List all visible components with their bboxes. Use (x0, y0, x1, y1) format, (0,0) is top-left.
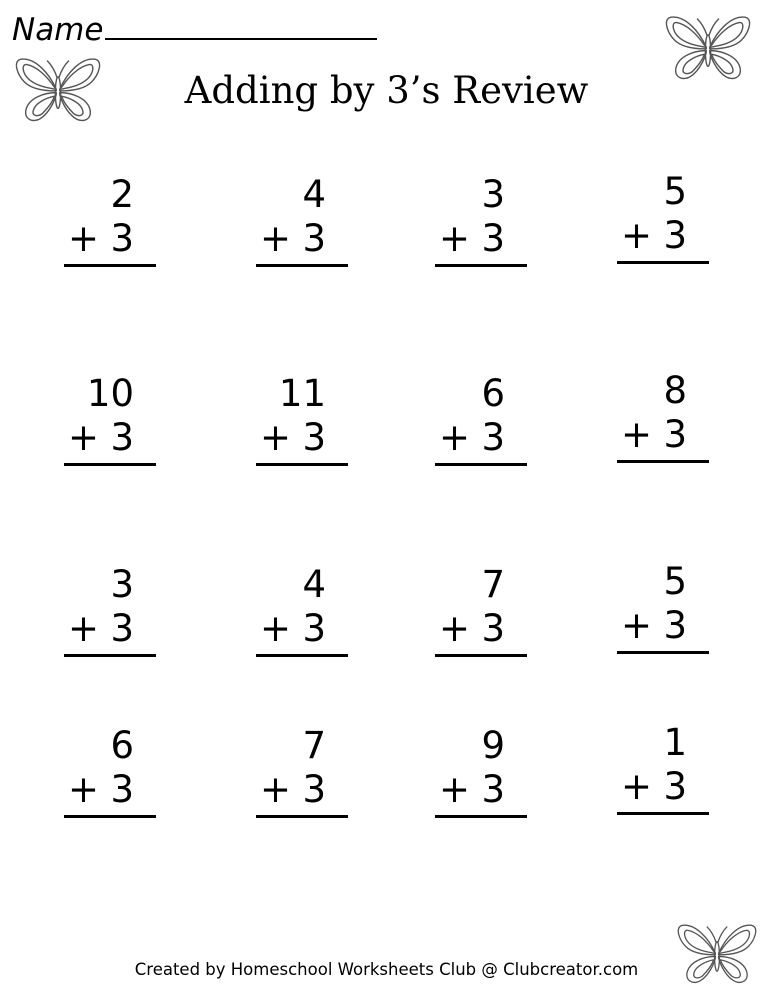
problem-top-number: 5 (663, 170, 687, 213)
answer-line[interactable] (64, 264, 156, 267)
plus-sign: + (621, 214, 653, 257)
answer-line[interactable] (617, 812, 709, 815)
problem-top-number: 11 (278, 372, 326, 415)
addition-problem (617, 170, 709, 266)
problem-top-number: 9 (481, 724, 505, 767)
problem-addend: 3 (302, 217, 326, 260)
name-blank-line[interactable] (105, 8, 377, 40)
answer-line[interactable] (64, 463, 156, 466)
plus-sign: + (260, 768, 292, 811)
answer-line[interactable] (256, 815, 348, 818)
plus-sign: + (439, 768, 471, 811)
answer-line[interactable] (256, 463, 348, 466)
addition-problem (64, 173, 156, 269)
addition-problem (64, 372, 156, 468)
name-label: Name (12, 12, 104, 48)
problem-addend: 3 (663, 413, 687, 456)
problem-addend: 3 (481, 768, 505, 811)
problem-top-number: 7 (302, 724, 326, 767)
name-field[interactable] (12, 8, 377, 50)
problem-addend: 3 (302, 607, 326, 650)
plus-sign: + (621, 413, 653, 456)
answer-line[interactable] (435, 264, 527, 267)
problem-top-number: 7 (481, 563, 505, 606)
plus-sign: + (439, 217, 471, 260)
addition-problem (435, 173, 527, 269)
addition-problem (435, 372, 527, 468)
worksheet-title: Adding by 3’s Review (184, 69, 589, 112)
problem-addend: 3 (110, 217, 134, 260)
addition-problem (64, 724, 156, 820)
answer-line[interactable] (64, 815, 156, 818)
problem-top-number: 1 (663, 721, 687, 764)
problem-addend: 3 (663, 604, 687, 647)
answer-line[interactable] (256, 654, 348, 657)
addition-problem (256, 563, 348, 659)
problem-top-number: 4 (302, 173, 326, 216)
problem-addend: 3 (110, 768, 134, 811)
problem-top-number: 4 (302, 563, 326, 606)
problem-top-number: 3 (110, 563, 134, 606)
problem-top-number: 6 (110, 724, 134, 767)
problem-addend: 3 (481, 217, 505, 260)
plus-sign: + (439, 607, 471, 650)
addition-problem (617, 369, 709, 465)
problem-top-number: 3 (481, 173, 505, 216)
problem-addend: 3 (110, 416, 134, 459)
addition-problem (617, 721, 709, 817)
plus-sign: + (68, 768, 100, 811)
addition-problem (256, 173, 348, 269)
answer-line[interactable] (435, 654, 527, 657)
plus-sign: + (260, 217, 292, 260)
addition-problem (256, 372, 348, 468)
plus-sign: + (68, 416, 100, 459)
problem-top-number: 10 (86, 372, 134, 415)
plus-sign: + (260, 607, 292, 650)
addition-problem (256, 724, 348, 820)
problem-addend: 3 (302, 416, 326, 459)
plus-sign: + (260, 416, 292, 459)
answer-line[interactable] (435, 463, 527, 466)
addition-problem (64, 563, 156, 659)
problem-addend: 3 (481, 607, 505, 650)
problem-addend: 3 (663, 765, 687, 808)
plus-sign: + (68, 607, 100, 650)
answer-line[interactable] (617, 460, 709, 463)
problem-top-number: 6 (481, 372, 505, 415)
addition-problem (435, 563, 527, 659)
problem-addend: 3 (663, 214, 687, 257)
problem-addend: 3 (110, 607, 134, 650)
answer-line[interactable] (435, 815, 527, 818)
answer-line[interactable] (256, 264, 348, 267)
problem-addend: 3 (302, 768, 326, 811)
plus-sign: + (68, 217, 100, 260)
problem-top-number: 5 (663, 560, 687, 603)
problem-top-number: 2 (110, 173, 134, 216)
plus-sign: + (621, 765, 653, 808)
addition-problem (617, 560, 709, 656)
answer-line[interactable] (617, 651, 709, 654)
plus-sign: + (621, 604, 653, 647)
problem-top-number: 8 (663, 369, 687, 412)
footer-credit: Created by Homeschool Worksheets Club @ Clubcreator.com (134, 960, 639, 979)
addition-problem (435, 724, 527, 820)
problem-addend: 3 (481, 416, 505, 459)
plus-sign: + (439, 416, 471, 459)
answer-line[interactable] (617, 261, 709, 264)
answer-line[interactable] (64, 654, 156, 657)
